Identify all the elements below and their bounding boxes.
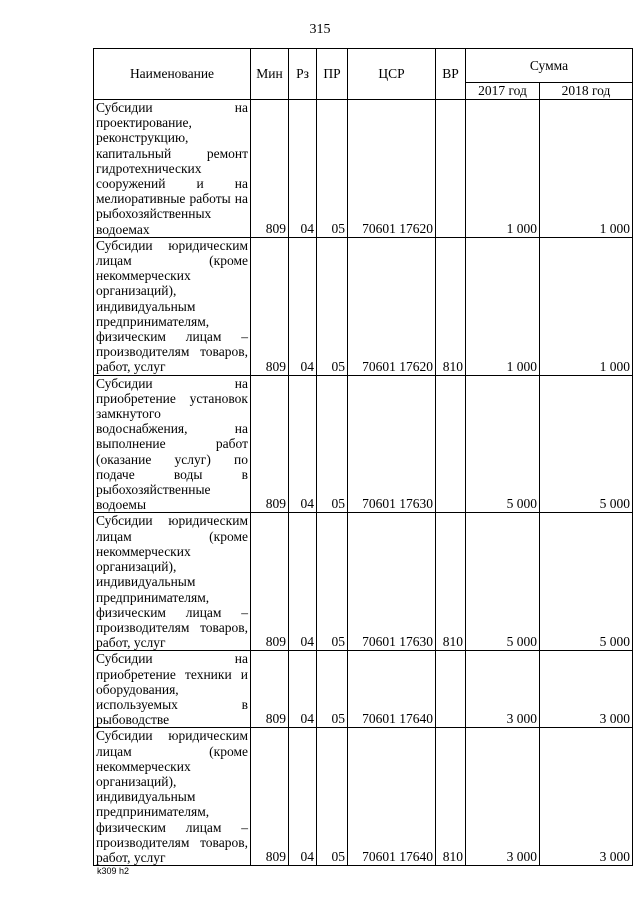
row-sum-2018: 3 000 bbox=[540, 651, 633, 728]
row-rz: 04 bbox=[289, 728, 317, 866]
row-vr bbox=[436, 651, 466, 728]
row-sum-2018: 5 000 bbox=[540, 375, 633, 513]
footer-code: k309 h2 bbox=[97, 866, 130, 876]
row-min: 809 bbox=[251, 513, 289, 651]
row-vr bbox=[436, 100, 466, 238]
row-sum-2018: 1 000 bbox=[540, 237, 633, 375]
row-sum-2017: 1 000 bbox=[466, 237, 540, 375]
table-row bbox=[94, 513, 633, 651]
header-year-2017: 2017 год bbox=[466, 83, 540, 100]
row-pr: 05 bbox=[317, 651, 348, 728]
header-name: Наименование bbox=[94, 49, 251, 100]
row-rz: 04 bbox=[289, 651, 317, 728]
row-csr: 70601 17640 bbox=[348, 728, 436, 866]
row-pr: 05 bbox=[317, 100, 348, 238]
header-csr: ЦСР bbox=[348, 49, 436, 100]
row-rz: 04 bbox=[289, 513, 317, 651]
row-vr: 810 bbox=[436, 728, 466, 866]
row-name: Субсидии юридическим лицам (кроме некоммерческих организаций), индивидуальным предпринимателям, физическим лицам – производителям товаров, работ, услуг bbox=[94, 237, 251, 375]
row-csr: 70601 17640 bbox=[348, 651, 436, 728]
row-min: 809 bbox=[251, 100, 289, 238]
row-name: Субсидии на приобретение установок замкнутого водоснабжения, на выполнение работ (оказание услуг) по подаче воды в рыбохозяйственные водоемы bbox=[94, 375, 251, 513]
header-sum: Сумма bbox=[466, 49, 633, 83]
row-name: Субсидии на приобретение техники и оборудования, используемых в рыбоводстве bbox=[94, 651, 251, 728]
row-sum-2017: 3 000 bbox=[466, 728, 540, 866]
row-pr: 05 bbox=[317, 375, 348, 513]
row-csr: 70601 17620 bbox=[348, 237, 436, 375]
header-min: Мин bbox=[251, 49, 289, 100]
row-csr: 70601 17620 bbox=[348, 100, 436, 238]
row-sum-2018: 3 000 bbox=[540, 728, 633, 866]
row-sum-2017: 3 000 bbox=[466, 651, 540, 728]
row-sum-2017: 5 000 bbox=[466, 513, 540, 651]
row-csr: 70601 17630 bbox=[348, 375, 436, 513]
row-vr: 810 bbox=[436, 237, 466, 375]
row-sum-2018: 5 000 bbox=[540, 513, 633, 651]
row-pr: 05 bbox=[317, 513, 348, 651]
row-csr: 70601 17630 bbox=[348, 513, 436, 651]
table-body bbox=[94, 100, 633, 866]
table-row bbox=[94, 237, 633, 375]
row-vr: 810 bbox=[436, 513, 466, 651]
header-rz: Рз bbox=[289, 49, 317, 100]
row-sum-2017: 5 000 bbox=[466, 375, 540, 513]
row-pr: 05 bbox=[317, 237, 348, 375]
row-name: Субсидии на проектирование, реконструкцию, капитальный ремонт гидротехнических сооружений и на мелиоративные работы на рыбохозяйственных водоемах bbox=[94, 100, 251, 238]
row-min: 809 bbox=[251, 728, 289, 866]
table-row bbox=[94, 375, 633, 513]
row-pr: 05 bbox=[317, 728, 348, 866]
header-year-2018: 2018 год bbox=[540, 83, 633, 100]
row-vr bbox=[436, 375, 466, 513]
row-name: Субсидии юридическим лицам (кроме некоммерческих организаций), индивидуальным предпринимателям, физическим лицам – производителям товаров, работ, услуг bbox=[94, 728, 251, 866]
page-number: 315 bbox=[309, 22, 331, 37]
row-rz: 04 bbox=[289, 237, 317, 375]
budget-table bbox=[93, 48, 633, 866]
row-name: Субсидии юридическим лицам (кроме некоммерческих организаций), индивидуальным предпринимателям, физическим лицам – производителям товаров, работ, услуг bbox=[94, 513, 251, 651]
table-row bbox=[94, 651, 633, 728]
table-row bbox=[94, 100, 633, 238]
header-pr: ПР bbox=[317, 49, 348, 100]
row-min: 809 bbox=[251, 237, 289, 375]
row-min: 809 bbox=[251, 651, 289, 728]
table-row bbox=[94, 728, 633, 866]
row-sum-2018: 1 000 bbox=[540, 100, 633, 238]
header-vr: ВР bbox=[436, 49, 466, 100]
row-sum-2017: 1 000 bbox=[466, 100, 540, 238]
row-rz: 04 bbox=[289, 375, 317, 513]
row-min: 809 bbox=[251, 375, 289, 513]
row-rz: 04 bbox=[289, 100, 317, 238]
